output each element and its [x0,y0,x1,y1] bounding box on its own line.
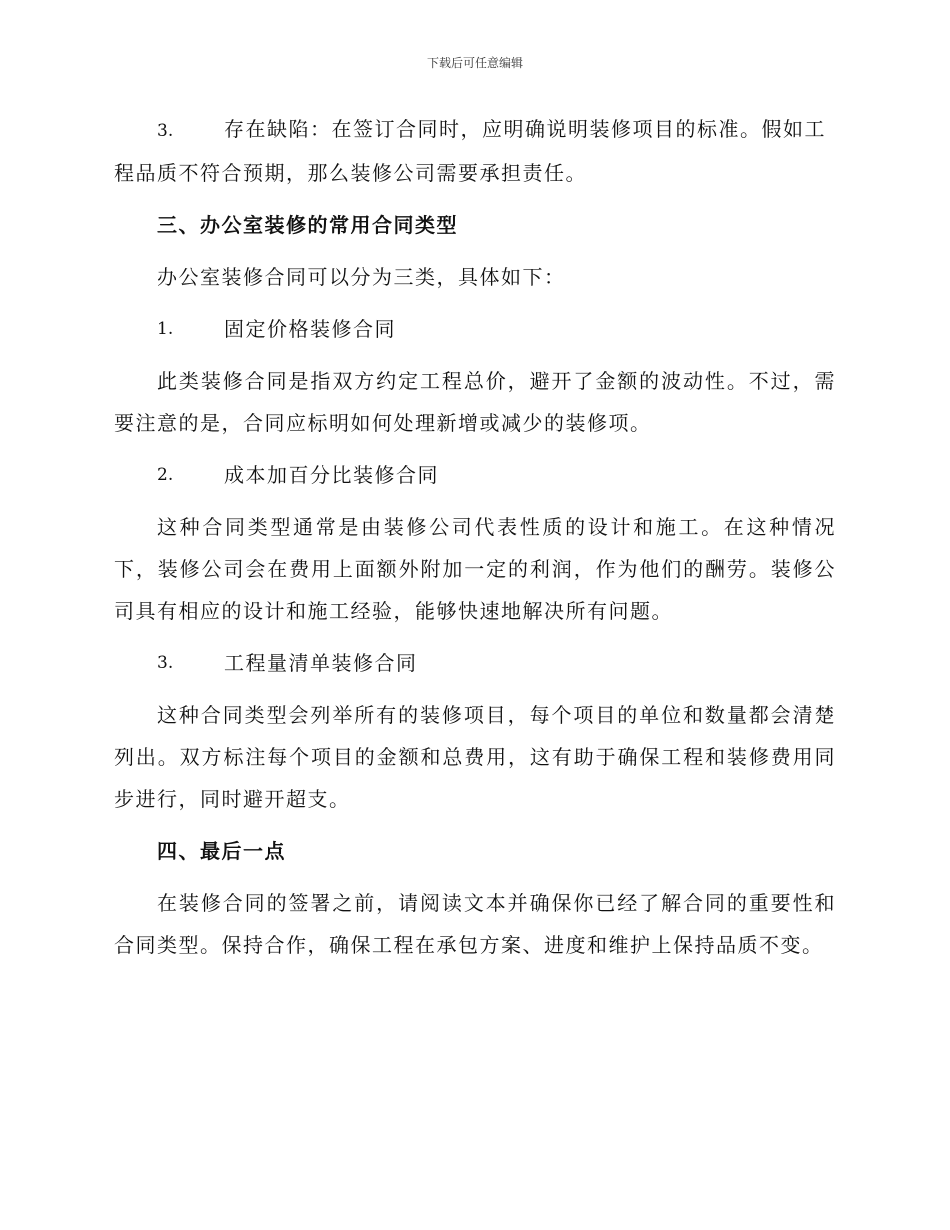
section-heading-contract-types: 三、办公室装修的常用合同类型 [157,213,458,237]
paragraph-bill-of-quantities: 这种合同类型会列举所有的装修项目，每个项目的单位和数量都会清楚列出。双方标注每个项目的金额和总费用，这有助于确保工程和装修费用同步进行，同时避开超支。 [114,703,836,811]
list-item-cost-plus [114,454,836,496]
list-item-bill-of-quantities [114,642,836,684]
section-intro: 办公室装修合同可以分为三类，具体如下： [157,265,566,289]
list-number: 3. [157,653,174,673]
page-header: 下载后可任意编辑 [426,56,523,70]
list-number: 1. [157,319,174,339]
list-item-defect [114,108,836,194]
paragraph-fixed-price: 此类装修合同是指双方约定工程总价，避开了金额的波动性。不过，需要注意的是，合同应标明如何处理新增或减少的装修项。 [114,369,836,435]
section-heading-final-point: 四、最后一点 [157,839,286,863]
list-item-text: 存在缺陷：在签订合同时，应明确说明装修项目的标准。假如工程品质不符合预期，那么装修公司需要承担责任。 [114,117,826,185]
list-item-title: 成本加百分比装修合同 [224,463,439,487]
list-number: 3. [157,121,174,141]
list-item-title: 固定价格装修合同 [224,317,396,341]
list-item-title: 工程量清单装修合同 [224,651,418,675]
paragraph-cost-plus: 这种合同类型通常是由装修公司代表性质的设计和施工。在这种情况下，装修公司会在费用上面额外附加一定的利润，作为他们的酬劳。装修公司具有相应的设计和施工经验，能够快速地解决所有问题。 [114,515,836,623]
paragraph-final-point: 在装修合同的签署之前，请阅读文本并确保你已经了解合同的重要性和合同类型。保持合作，确保工程在承包方案、进度和维护上保持品质不变。 [114,891,836,957]
list-number: 2. [157,465,174,485]
list-item-fixed-price [114,308,836,350]
document-body [114,108,836,976]
